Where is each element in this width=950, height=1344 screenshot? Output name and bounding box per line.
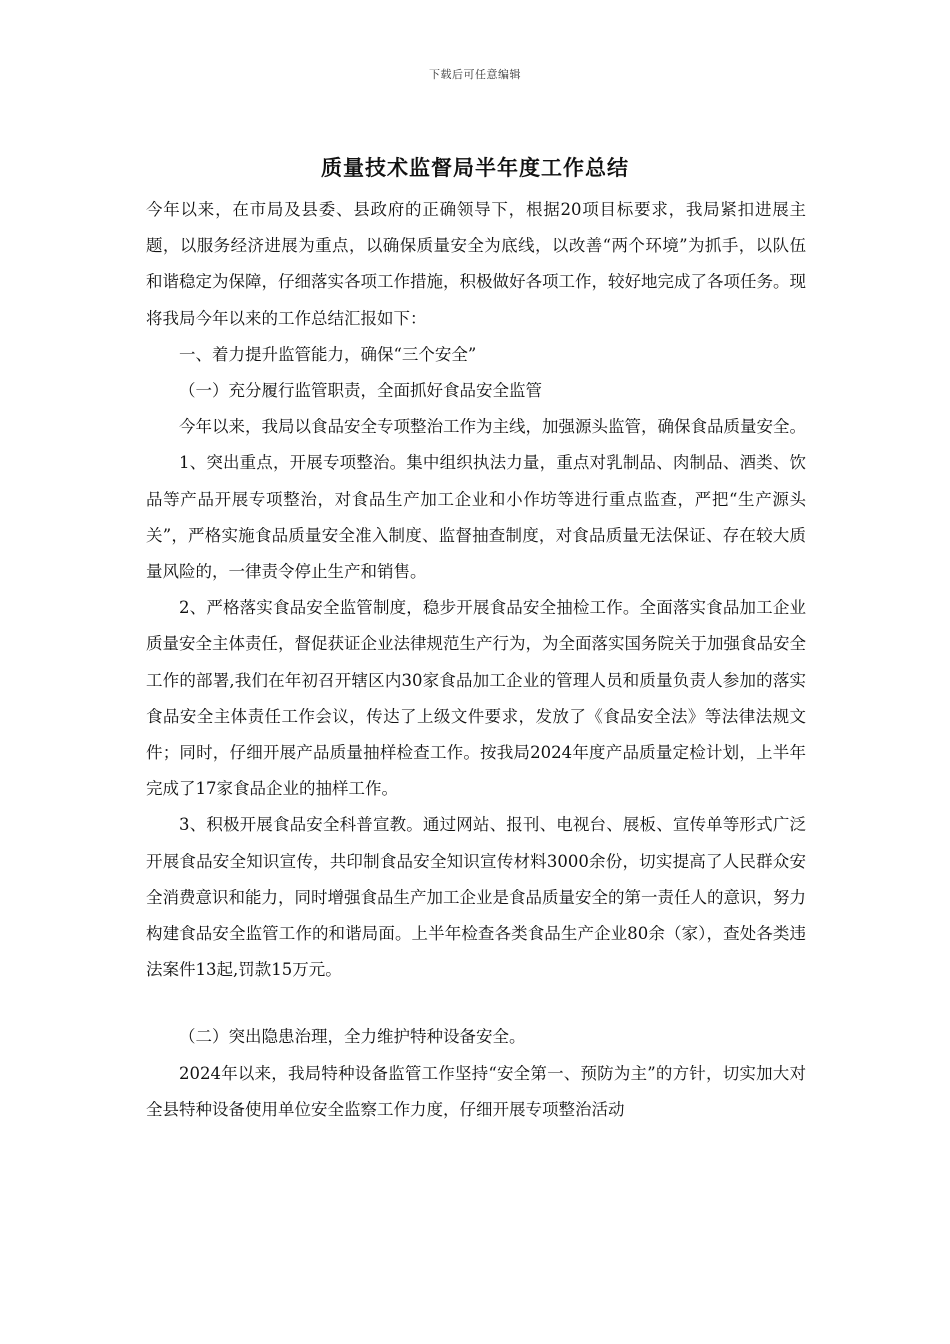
document-title: 质量技术监督局半年度工作总结 xyxy=(321,155,629,180)
paragraph-item-1: 1、突出重点，开展专项整治。集中组织执法力量，重点对乳制品、肉制品、酒类、饮品等产品开展专项整治，对食品生产加工企业和小作坊等进行重点监查，严把“生产源头关”，严格实施食品质量安全准入制度、监督抽查制度，对食品质量无法保证、存在较大质量风险的，一律责令停止生产和销售。 xyxy=(146,453,806,582)
paragraph-item-2: 2、严格落实食品安全监管制度，稳步开展食品安全抽检工作。全面落实食品加工企业质量安全主体责任，督促获证企业法律规范生产行为，为全面落实国务院关于加强食品安全工作的部署,我们在年初召开辖区内30家食品加工企业的管理人员和质量负责人参加的落实食品安全主体责任工作会议，传达了上级文件要求，发放了《食品安全法》等法律法规文件；同时，仔细开展产品质量抽样检查工作。按我局2024年度产品质量定检计划，上半年完成了17家食品企业的抽样工作。 xyxy=(146,598,806,799)
header-note: 下载后可任意编辑 xyxy=(429,68,521,81)
subsection-heading-2: （二）突出隐患治理，全力维护特种设备安全。 xyxy=(179,1027,526,1047)
subsection-heading-1: （一）充分履行监管职责，全面抓好食品安全监管 xyxy=(179,381,542,401)
paragraph-food-safety-overview: 今年以来，我局以食品安全专项整治工作为主线，加强源头监管，确保食品质量安全。 xyxy=(179,417,806,437)
paragraph-gap xyxy=(146,988,806,1019)
section-heading-1: 一、着力提升监管能力，确保“三个安全” xyxy=(179,344,477,364)
paragraph-special-equipment: 2024年以来，我局特种设备监管工作坚持“安全第一、预防为主”的方针，切实加大对全县特种设备使用单位安全监察工作力度，仔细开展专项整治活动 xyxy=(146,1063,806,1119)
paragraph-item-3: 3、积极开展食品安全科普宣教。通过网站、报刊、电视台、展板、宣传单等形式广泛开展食品安全知识宣传，共印制食品安全知识宣传材料3000余份，切实提高了人民群众安全消费意识和能力，同时增强食品生产加工企业是食品质量安全的第一责任人的意识，努力构建食品安全监管工作的和谐局面。上半年检查各类食品生产企业80余（家），查处各类违法案件13起,罚款15万元。 xyxy=(146,815,806,980)
document-body xyxy=(146,192,806,1128)
paragraph-intro: 今年以来，在市局及县委、县政府的正确领导下，根据20项目标要求，我局紧扣进展主题，以服务经济进展为重点，以确保质量安全为底线，以改善“两个环境”为抓手，以队伍和谐稳定为保障，仔细落实各项工作措施，积极做好各项工作，较好地完成了各项任务。现将我局今年以来的工作总结汇报如下： xyxy=(146,200,806,328)
